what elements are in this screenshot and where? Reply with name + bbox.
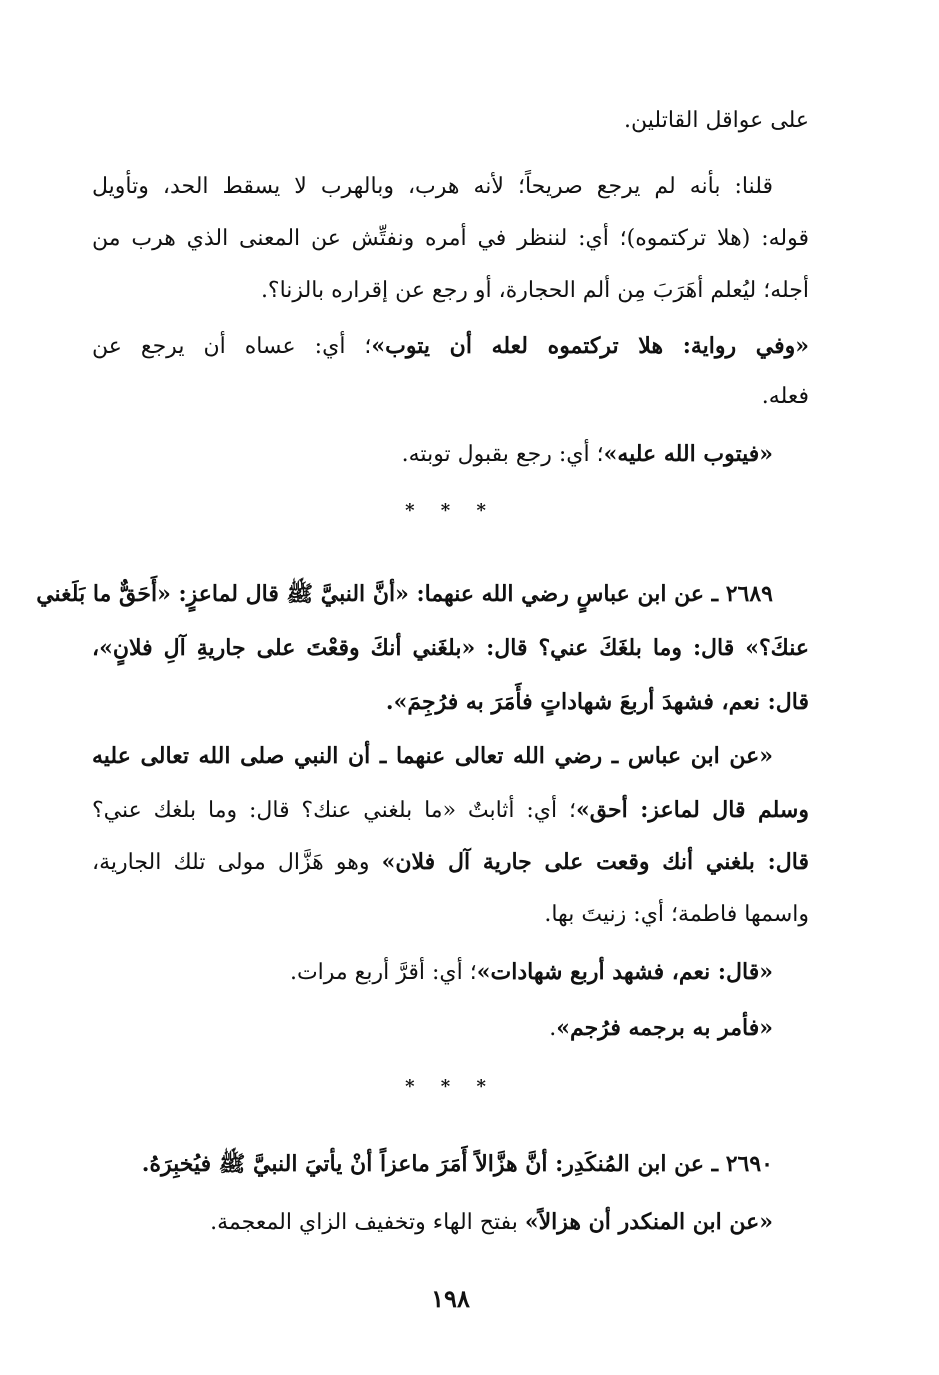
text-line: واسمها فاطمة؛ أي: زنيتَ بها. — [544, 902, 809, 927]
hadith-line: ٢٦٨٩ ـ عن ابن عباسٍ رضي الله عنهما: «أنَّ النبيَّ ﷺ قال لماعزٍ: «أَحَقٌّ ما بَلَغني — [36, 581, 773, 607]
text-line: قلنا: بأنه لم يرجع صريحاً؛ لأنه هرب، وبالهرب لا يسقط الحد، وتأويل — [92, 174, 773, 199]
text-line: «وفي رواية: هلا تركتموه لعله أن يتوب»؛ أي: عساه أن يرجع عن — [92, 333, 809, 359]
text-line: فعله. — [761, 384, 809, 409]
page-number: ١٩٨ — [431, 1284, 470, 1313]
text-line: «فأمر به برجمه فرُجم». — [549, 1015, 773, 1041]
text-line: «عن ابن المنكدر أن هزالاً» بفتح الهاء وتخفيف الزاي المعجمة. — [210, 1209, 773, 1235]
text-line: «عن ابن عباس ـ رضي الله تعالى عنهما ـ أن النبي صلى الله تعالى عليه — [92, 743, 773, 769]
text-line: «قال: نعم، فشهد أربع شهادات»؛ أي: أقرَّ أربع مرات. — [289, 959, 773, 985]
text-line: «فيتوب الله عليه»؛ أي: رجع بقبول توبته. — [401, 441, 773, 467]
section-separator: * * * — [405, 500, 496, 521]
text-line: قال: بلغني أنك وقعت على جارية آل فلان» وهو هَزَّال مولى تلك الجارية، — [92, 849, 809, 875]
text-line: قوله: (هلا تركتموه)؛ أي: لننظر في أمره ونفتِّش عن المعنى الذي هرب من — [92, 226, 809, 251]
text-line: على عواقل القاتلين. — [624, 108, 809, 133]
hadith-line: ٢٦٩٠ ـ عن ابن المُنكَدِر: أنَّ هزَّالاً أَمَرَ ماعزاً أنْ يأتيَ النبيَّ ﷺ فيُخبِرَهُ. — [141, 1151, 773, 1177]
hadith-line: قال: نعم، فشهدَ أربعَ شهاداتٍ فأَمَرَ به فرُجِمَ». — [385, 689, 809, 715]
section-separator: * * * — [405, 1076, 496, 1097]
text-line: وسلم قال لماعز: أحق»؛ أي: أثابتٌ «ما بلغني عنك؟ قال: وما بلغك عني؟ — [92, 797, 809, 823]
hadith-line: عنكَ؟» قال: وما بلغَكَ عني؟ قال: «بلغَني أنكَ وقعْتَ على جاريةِ آلِ فلانٍ»، — [92, 635, 809, 661]
text-line: أجله؛ ليُعلم أهَرَبَ مِن ألم الحجارة، أو رجع عن إقراره بالزنا؟. — [260, 278, 809, 303]
